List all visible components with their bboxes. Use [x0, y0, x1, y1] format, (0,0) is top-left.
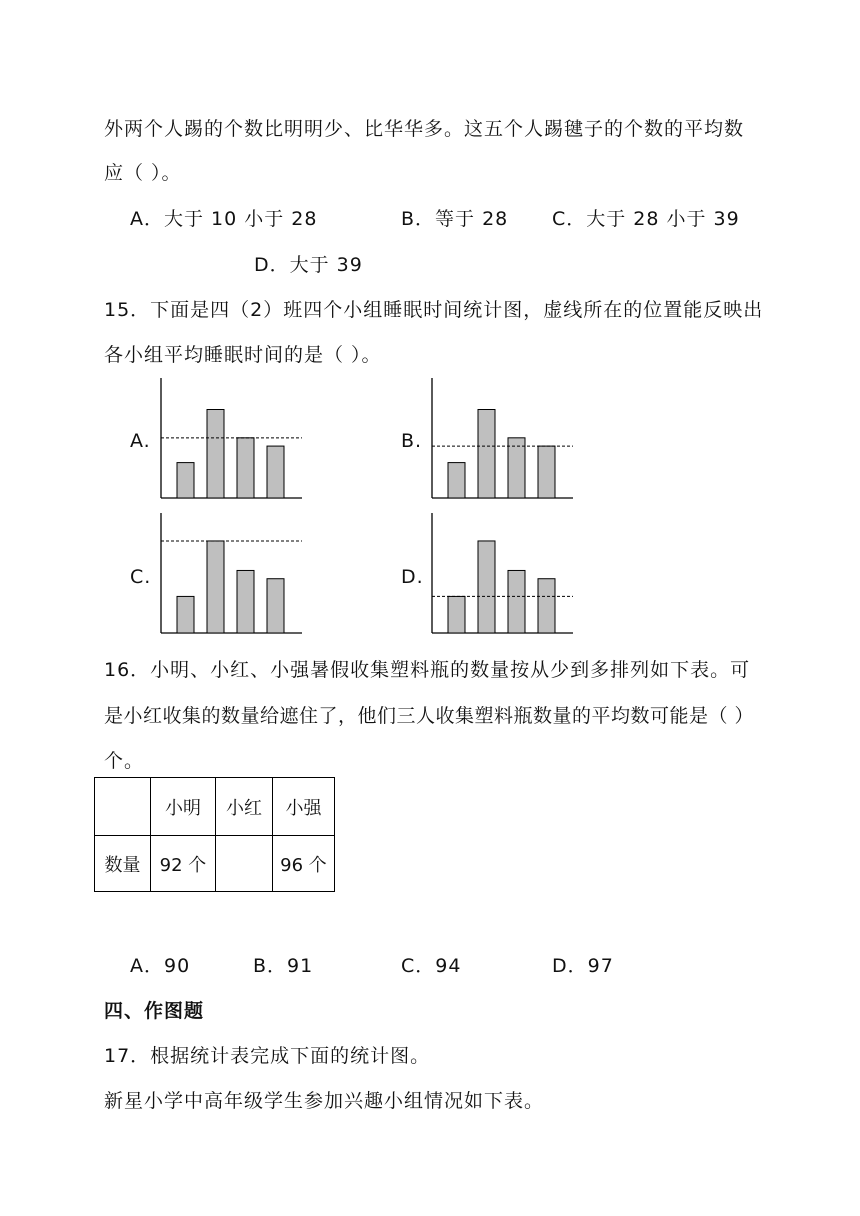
bar	[237, 438, 254, 498]
bar	[267, 579, 284, 633]
bar	[478, 541, 495, 633]
q15-chart-d-label: D.	[401, 566, 424, 588]
bar	[267, 446, 284, 498]
bar	[237, 570, 254, 633]
table-header-cell: 小明	[151, 778, 216, 836]
q14-text-line2: 应（ ）。	[104, 162, 182, 184]
q14-option-c: C．大于 28 小于 39	[552, 208, 740, 230]
table-header-cell: 小红	[216, 778, 273, 836]
bar	[538, 446, 555, 498]
q15-chart-c-label: C.	[130, 566, 152, 588]
table-cell: 92 个	[151, 836, 216, 892]
bar	[478, 410, 495, 499]
q16-table	[94, 777, 335, 892]
bar	[508, 570, 525, 633]
table-cell: 96 个	[273, 836, 335, 892]
q15-chart-d	[431, 513, 581, 638]
q16-text-line1: 16．小明、小红、小强暑假收集塑料瓶的数量按从少到多排列如下表。可	[104, 659, 751, 681]
bar	[177, 463, 194, 498]
q16-option-d: D．97	[552, 955, 614, 977]
bar	[207, 410, 224, 499]
q16-option-a: A．90	[130, 955, 191, 977]
q14-option-d: D．大于 39	[254, 254, 363, 276]
q15-chart-a	[160, 378, 310, 503]
q15-text-line1: 15．下面是四（2）班四个小组睡眠时间统计图，虚线所在的位置能反映出	[104, 299, 764, 321]
q16-option-b: B．91	[253, 955, 314, 977]
q14-text-line1: 外两个人踢的个数比明明少、比华华多。这五个人踢毽子的个数的平均数	[104, 118, 745, 140]
bar	[207, 541, 224, 633]
q15-chart-a-label: A.	[130, 430, 151, 452]
q16-text-line2: 是小红收集的数量给遮住了，他们三人收集塑料瓶数量的平均数可能是（ ）	[104, 705, 755, 727]
bar	[508, 438, 525, 498]
section-4-title: 四、作图题	[104, 1000, 205, 1022]
table-header-cell: 小强	[273, 778, 335, 836]
q17-text: 17．根据统计表完成下面的统计图。	[104, 1045, 431, 1067]
q14-option-b: B．等于 28	[401, 208, 509, 230]
table-row-label: 数量	[95, 836, 151, 892]
q16-text-line3: 个。	[104, 750, 145, 772]
q14-option-a: A．大于 10 小于 28	[130, 208, 318, 230]
q17-intro: 新星小学中高年级学生参加兴趣小组情况如下表。	[104, 1090, 545, 1112]
q16-option-c: C．94	[401, 955, 462, 977]
table-header-cell	[95, 778, 151, 836]
q15-chart-b	[431, 378, 581, 503]
q15-text-line2: 各小组平均睡眠时间的是（ ）。	[104, 344, 382, 366]
bar	[177, 596, 194, 633]
table-cell	[216, 836, 273, 892]
bar	[448, 596, 465, 633]
bar	[538, 579, 555, 633]
q15-chart-b-label: B.	[401, 430, 423, 452]
bar	[448, 463, 465, 498]
q15-chart-c	[160, 513, 310, 638]
